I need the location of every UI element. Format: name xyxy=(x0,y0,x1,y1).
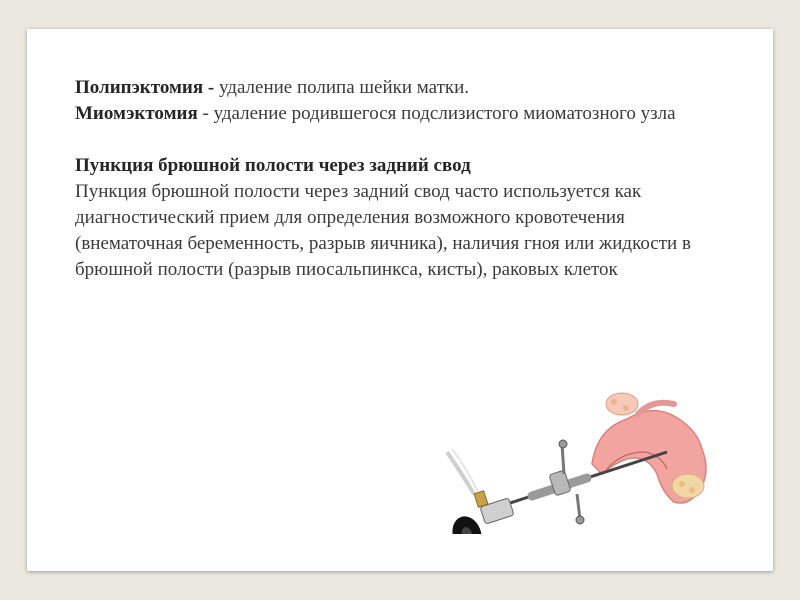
myomectomy-definition xyxy=(75,101,735,127)
myomectomy-term: Миомэктомия xyxy=(75,103,198,124)
polypectomy-term: Полипэктомия - xyxy=(75,77,215,98)
section-heading: Пункция брюшной полости через задний свод xyxy=(75,155,471,176)
hysteroscope-uterus-illustration xyxy=(412,374,712,534)
polypectomy-text: удаление полипа шейки матки. xyxy=(214,77,470,98)
slide xyxy=(27,29,773,571)
polypectomy-definition xyxy=(75,75,735,101)
slide-text xyxy=(75,75,735,283)
uterus-icon xyxy=(592,393,706,503)
section-body: Пункция брюшной полости через задний свод часто используется как диагностический прием для определения возможного кровотечения (внематочная беременность, разрыв яичника), наличия гноя или жидкости в брюшной полости (разрыв пиосальпинкса, кисты), раковых клеток xyxy=(75,181,691,280)
myomectomy-text: - удаление родившегося подслизистого миоматозного узла xyxy=(197,103,676,124)
